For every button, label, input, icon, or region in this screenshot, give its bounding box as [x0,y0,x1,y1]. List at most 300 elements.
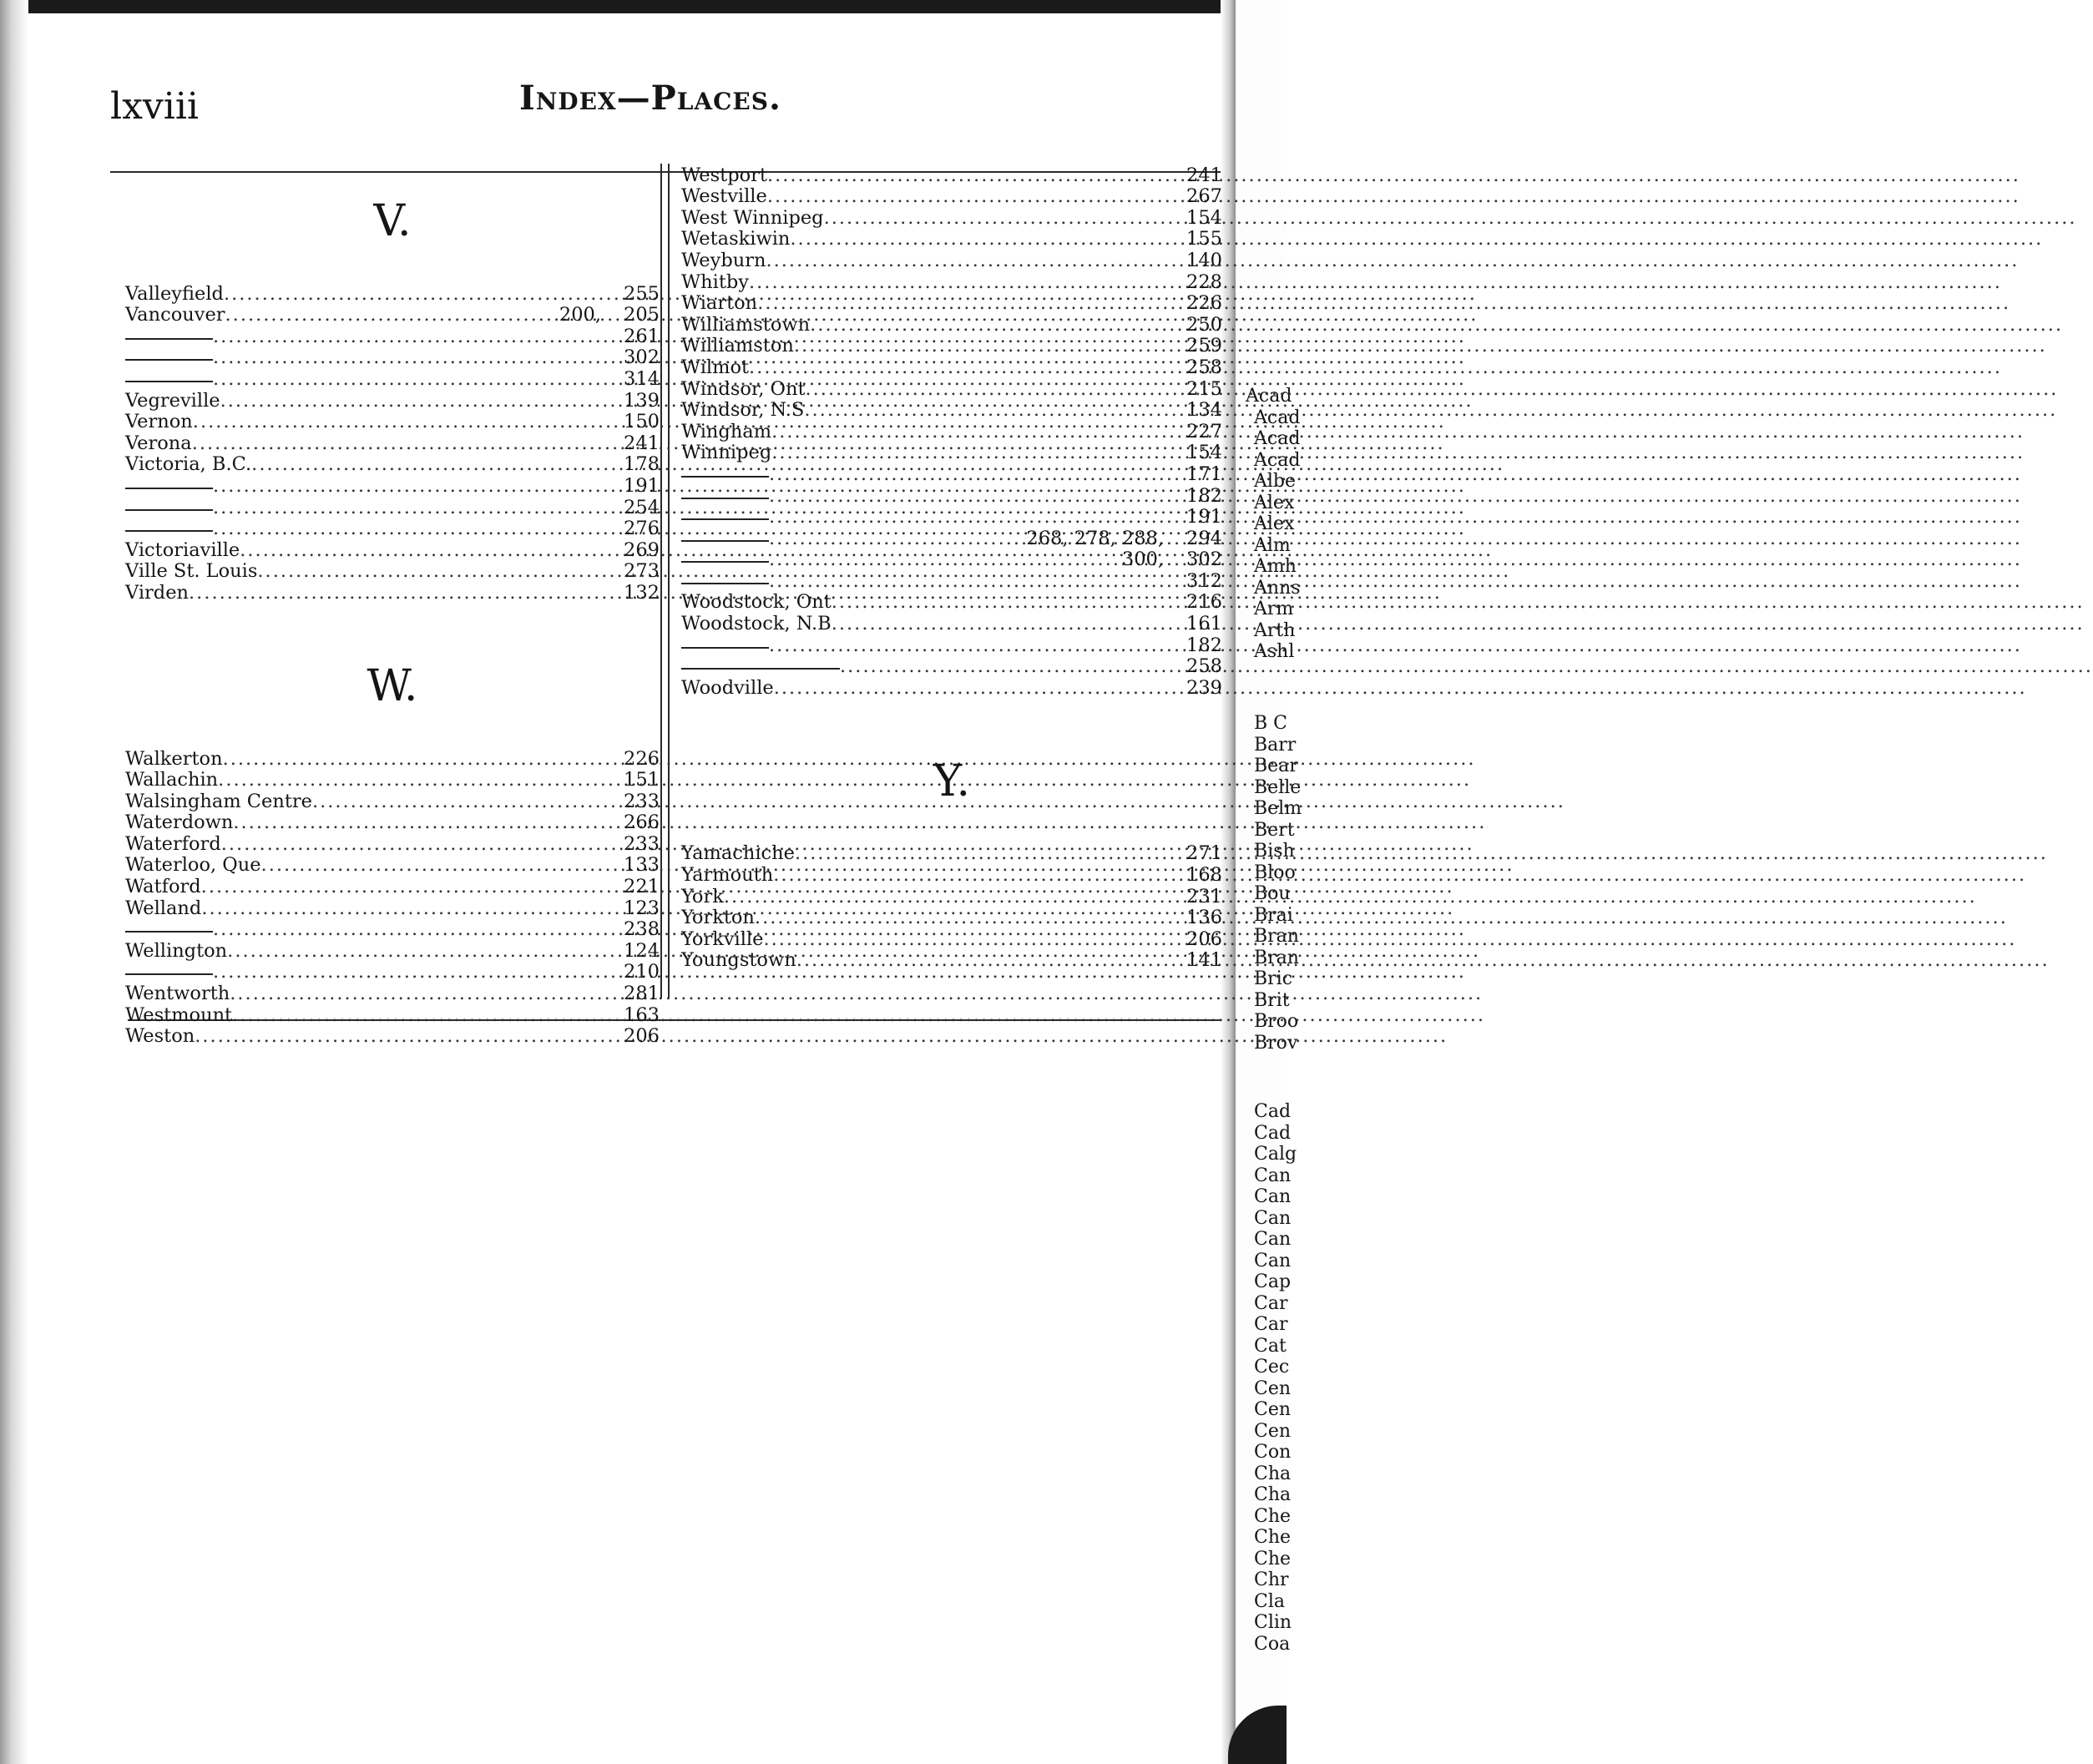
adjacent-page-fragment: Brai [1254,904,1293,926]
index-entry [681,885,1222,907]
leader-dots [213,919,611,939]
ditto-dash [681,518,769,520]
adjacent-page-fragment: Chr [1254,1569,1289,1590]
adjacent-page-fragment: Alex [1254,513,1295,534]
index-entry [681,634,1222,655]
entry-page: 258 [1186,356,1222,378]
entry-page: 134 [1186,399,1222,422]
entry-place: Yorkville [681,927,764,950]
adjacent-page-fragment: Coa [1254,1633,1291,1655]
entry-place: Whitby [681,270,749,293]
index-entry [125,304,660,326]
adjacent-page-fragment: Cen [1254,1399,1292,1420]
entry-place: Victoria, B.C. [125,453,252,476]
entry-page: 231 [1186,885,1222,907]
ditto-dash [125,488,213,489]
leader-dots [810,315,1174,335]
entry-place: Yarmouth [681,864,774,887]
leader-dots [240,540,611,560]
index-entry [125,496,660,518]
index-entry [681,548,1222,570]
entry-page: 261 [624,325,660,347]
adjacent-page-fragment: Bran [1254,947,1299,968]
ditto-dash [125,973,213,975]
adjacent-page-fragment: Acad [1254,407,1301,428]
leader-dots [257,561,611,581]
index-entry [681,842,1222,864]
adjacent-page-fragment: Brov [1254,1032,1298,1054]
section-gap [125,724,660,747]
entry-place: Watford [125,876,201,898]
entry-place: Walkerton [125,747,223,770]
entry-place: Wetaskiwin [681,228,791,250]
leader-dots [749,272,1174,292]
entry-page: 171 [1186,462,1222,485]
entry-page: 140 [1186,249,1222,271]
adjacent-page-fragment: Can [1254,1186,1292,1207]
entry-page: 226 [624,747,660,770]
entry-place: Yorkton [681,907,755,929]
entry-page: 239 [1186,676,1222,699]
entry-page: 151 [624,769,660,791]
leader-dots [213,369,611,389]
entry-place: Wentworth [125,983,230,1005]
entry-place: Woodstock, N.B [681,613,832,635]
entry-page: 227 [1186,420,1222,442]
leader-dots [221,834,611,854]
adjacent-page-fragment: B C [1254,713,1287,734]
entry-place: Yamachiche [681,842,795,865]
index-entry [681,907,1222,928]
adjacent-page-fragment: Con [1254,1442,1292,1463]
entry-page: 258 [1186,655,1222,678]
leader-dots [201,877,611,897]
leader-dots [769,571,1174,591]
adjacent-page-fragment: Car [1254,1292,1288,1314]
index-entry [681,442,1222,463]
leader-dots [840,656,1174,676]
adjacent-page-fragment: Broo [1254,1011,1299,1032]
adjacent-page-fragment: Bloo [1254,862,1296,883]
leader-dots [769,464,1174,484]
entry-page: 266 [624,811,660,834]
entry-page: 255 [624,282,660,305]
index-entry [681,164,1222,185]
adjacent-page-fragment: Brit [1254,989,1290,1011]
leader-dots [824,208,1174,228]
entry-page: 155 [1186,228,1222,250]
leader-dots [312,791,611,811]
entry-page: 267 [1186,185,1222,208]
index-entry [125,769,660,791]
leader-dots [213,962,611,982]
entry-page: 182 [1186,634,1222,656]
adjacent-page-fragment: Che [1254,1548,1292,1569]
entry-page: 178 [624,453,660,476]
entry-place: York [681,885,724,907]
entry-place: Westport [681,164,767,186]
ditto-dash [681,476,769,478]
index-entry [681,292,1222,314]
index-entry [125,897,660,918]
ditto-dash [125,530,213,532]
entry-extra-pages: 268, 278, 288, [1026,527,1164,549]
index-entry [681,313,1222,335]
leader-dots [251,454,611,474]
entry-page: 206 [624,1025,660,1048]
index-entry [125,389,660,411]
entry-place: Westmount [125,1003,233,1026]
leader-dots [771,422,1174,442]
adjacent-page-fragment: Cla [1254,1590,1285,1612]
index-entry [681,228,1222,250]
entry-page: 276 [624,518,660,540]
adjacent-page-fragment: Cha [1254,1463,1292,1484]
ditto-dash [681,668,840,670]
leader-dots [766,250,1174,270]
entry-page: 215 [1186,377,1222,400]
adjacent-page-fragment: Calg [1254,1144,1297,1165]
entry-place: Wallachin [125,769,219,791]
leader-dots [796,950,1174,970]
entry-place: Wilmot [681,356,750,378]
adjacent-page-fragment: Arm [1254,599,1294,619]
adjacent-page-fragment: Bric [1254,968,1293,989]
entry-place: Westville [681,185,767,208]
entry-place: Waterford [125,832,221,855]
entry-page: 281 [624,983,660,1005]
entry-page: 191 [1186,506,1222,528]
index-entry [681,591,1222,613]
index-entry [125,1003,660,1025]
leader-dots [195,1026,611,1046]
adjacent-page-fragment: Can [1254,1250,1292,1271]
scan-left-edge [0,0,28,1764]
leader-dots [769,486,1174,506]
adjacent-page-fragment: Ashl [1254,641,1295,662]
ditto-dash [681,561,769,563]
leader-dots [795,843,1174,863]
index-entry [125,560,660,582]
leader-dots [755,907,1174,927]
adjacent-page-fragment: Barr [1254,734,1297,756]
entry-page: 150 [624,411,660,433]
entry-page: 136 [1186,907,1222,929]
index-entry [125,854,660,876]
adjacent-page-fragment: Bou [1254,883,1291,904]
leader-dots [223,749,611,769]
index-entry [125,811,660,833]
index-entry [681,335,1222,356]
section-letter: Y. [933,756,971,806]
ditto-dash [125,509,213,511]
leader-dots [213,476,611,496]
index-entry [681,569,1222,591]
entry-extra-pages: 300, [1121,548,1164,571]
index-entry [681,399,1222,421]
index-entry [125,474,660,496]
leader-dots [769,528,1023,548]
leader-dots [805,379,1174,399]
index-entry [681,462,1222,484]
adjacent-page-fragment: Bert [1254,819,1295,841]
adjacent-page-fragment: Che [1254,1505,1292,1527]
entry-page: 271 [1186,842,1222,865]
entry-place: Williamston [681,335,794,357]
index-entry [681,506,1222,528]
ditto-dash [681,647,769,649]
entry-page: 191 [624,474,660,497]
leader-dots [193,412,611,432]
section-gap [681,698,1222,744]
index-entry [125,918,660,940]
entry-place: Wingham [681,420,772,442]
adjacent-page-fragment: Can [1254,1207,1292,1229]
leader-dots [261,855,611,875]
entry-page: 161 [1186,613,1222,635]
index-entry [125,325,660,346]
adjacent-page-fragment: Cha [1254,1484,1292,1505]
leader-dots [227,941,611,961]
index-entry [125,518,660,539]
index-entry [125,961,660,983]
leader-dots [232,1005,611,1025]
entry-page: 238 [624,918,660,941]
index-entry [125,875,660,897]
adjacent-page-fragment: Arth [1254,619,1296,641]
entry-place: Youngstown [681,949,796,972]
adjacent-page-fragment: Can [1254,1165,1292,1186]
leader-dots [804,400,1174,420]
index-entry [125,432,660,453]
adjacent-page-fragment: Bear [1254,756,1298,776]
entry-page: 123 [624,897,660,919]
leader-dots [724,887,1174,907]
index-entry [681,655,1222,677]
index-entry [681,612,1222,634]
leader-dots [225,305,556,325]
entry-place: Williamstown [681,313,811,336]
leader-dots [213,326,611,346]
leader-dots [213,347,611,367]
entry-page: 205 [624,304,660,326]
index-entry [125,282,660,304]
index-entry [125,581,660,603]
leader-dots [773,865,1174,885]
index-entry [125,367,660,389]
entry-place: Weyburn [681,249,766,271]
index-entry [125,411,660,432]
adjacent-page-fragment: Alm [1254,534,1291,556]
adjacent-page-fragment: Cat [1254,1335,1287,1357]
adjacent-page-fragment: Anns [1254,577,1301,599]
entry-place: Welland [125,897,202,919]
entry-page: 314 [624,367,660,390]
adjacent-page-fragment: Cen [1254,1377,1292,1399]
leader-dots [233,812,611,832]
adjacent-page-fragment: Cen [1254,1420,1292,1442]
leader-dots [832,614,1174,634]
entry-page: 216 [1186,591,1222,614]
index-entry [125,832,660,854]
entry-page: 250 [1186,313,1222,336]
adjacent-page-fragment: Bran [1254,926,1299,947]
leader-dots [757,293,1174,313]
index-entry [125,747,660,769]
entry-page: 233 [624,790,660,812]
leader-dots [794,336,1174,356]
entry-page: 228 [1186,270,1222,293]
adjacent-page-fragment: Bish [1254,841,1295,862]
entry-place: Victoriaville [125,538,240,561]
entry-page: 154 [1186,442,1222,464]
entry-page: 124 [624,939,660,962]
leader-dots [769,635,1174,655]
entry-place: Vancouver [125,304,225,326]
entry-page: 302 [624,346,660,369]
adjacent-page-fragment: Belm [1254,798,1302,819]
entry-page: 226 [1186,292,1222,315]
entry-page: 302 [1186,548,1222,571]
entry-page: 221 [624,876,660,898]
leader-dots [767,186,1174,206]
entry-place: Vegreville [125,389,220,412]
adjacent-page-fragment: Cad [1254,1101,1292,1122]
index-entry [681,927,1222,949]
entry-place: Winnipeg [681,442,772,464]
ditto-dash [125,359,213,361]
entry-place: Woodstock, Ont [681,591,832,614]
index-entry [681,270,1222,292]
leader-dots [790,229,1174,249]
entry-place: West Winnipeg [681,206,824,229]
section-gap [125,259,660,282]
index-entry [125,346,660,368]
adjacent-page-fragment: Cap [1254,1271,1292,1292]
entry-place: Waterdown [125,811,234,834]
leader-dots [771,442,1174,462]
adjacent-page-fragment: Cad [1254,1122,1292,1144]
index-entry [125,790,660,811]
entry-place: Ville St. Louis [125,560,258,583]
entry-page: 210 [624,961,660,983]
entry-place: Wiarton [681,292,758,315]
entry-page: 168 [1186,864,1222,887]
index-entry [125,939,660,961]
entry-place: Virden [125,581,190,604]
entry-page: 241 [1186,164,1222,186]
entry-place: Wellington [125,939,228,962]
index-entry [681,420,1222,442]
entry-place: Waterloo, Que [125,854,261,877]
adjacent-page-fragment: Albe [1254,471,1297,492]
entry-place: Windsor, Ont [681,377,806,400]
entry-page: 206 [1186,927,1222,950]
page-title: Index—Places. [519,78,781,118]
index-entry [125,982,660,1003]
entry-page: 132 [624,581,660,604]
entry-page: 273 [624,560,660,583]
index-column-right [681,164,1222,970]
index-entry [681,356,1222,377]
index-entry [125,453,660,475]
leader-dots [767,165,1174,185]
leader-dots [230,983,611,1003]
ditto-dash [681,583,769,584]
entry-page: 182 [1186,484,1222,507]
adjacent-page-fragment: Clin [1254,1612,1292,1633]
adjacent-page-fragment: Acad [1254,428,1301,449]
entry-page: 294 [1186,527,1222,549]
page-number: lxviii [110,85,199,128]
leader-dots [774,678,1174,698]
index-entry [125,1025,660,1047]
section-letter: W. [367,660,418,711]
leader-dots [192,433,611,453]
entry-place: Vernon [125,411,193,433]
section-gap [125,603,660,649]
index-entry [681,863,1222,885]
entry-page: 154 [1186,206,1222,229]
section-letter: V. [373,196,412,246]
scan-top-edge [0,0,1287,13]
index-entry [681,527,1222,548]
ditto-dash [681,540,769,542]
entry-place: Verona [125,432,192,454]
entry-page: 269 [624,538,660,561]
leader-dots [224,284,611,304]
index-entry [681,249,1222,270]
entry-page: 163 [624,1003,660,1026]
leader-dots [749,357,1174,377]
entry-page: 259 [1186,335,1222,357]
entry-page: 233 [624,832,660,855]
adjacent-page-fragment: Amh [1254,556,1297,577]
index-column-left [125,184,660,1046]
ditto-dash [125,931,213,933]
adjacent-page-fragment: Acad [1246,386,1292,407]
leader-dots [220,391,611,411]
entry-page: 254 [624,496,660,518]
entry-page: 141 [1186,949,1222,972]
leader-dots [213,518,611,538]
section-gap [681,819,1222,842]
entry-place: Woodville [681,676,774,699]
index-entry [681,676,1222,698]
index-entry [681,484,1222,506]
index-entry [681,949,1222,971]
entry-place: Valleyfield [125,282,224,305]
ditto-dash [125,338,213,340]
entry-place: Weston [125,1025,195,1048]
adjacent-page-fragment: Che [1254,1527,1292,1548]
index-entry [681,185,1222,207]
entry-page: 241 [624,432,660,454]
adjacent-page-fragment: Can [1254,1229,1292,1250]
leader-dots [213,498,611,518]
index-entry [681,206,1222,228]
ditto-dash [681,498,769,499]
leader-dots [201,898,611,918]
leader-dots [769,507,1174,527]
index-entry [681,377,1222,399]
entry-page: 312 [1186,569,1222,592]
leader-dots [769,549,1119,569]
adjacent-page-fragment: Car [1254,1314,1288,1335]
leader-dots [832,592,1174,612]
entry-place: Walsingham Centre [125,790,312,812]
index-entry [125,538,660,560]
